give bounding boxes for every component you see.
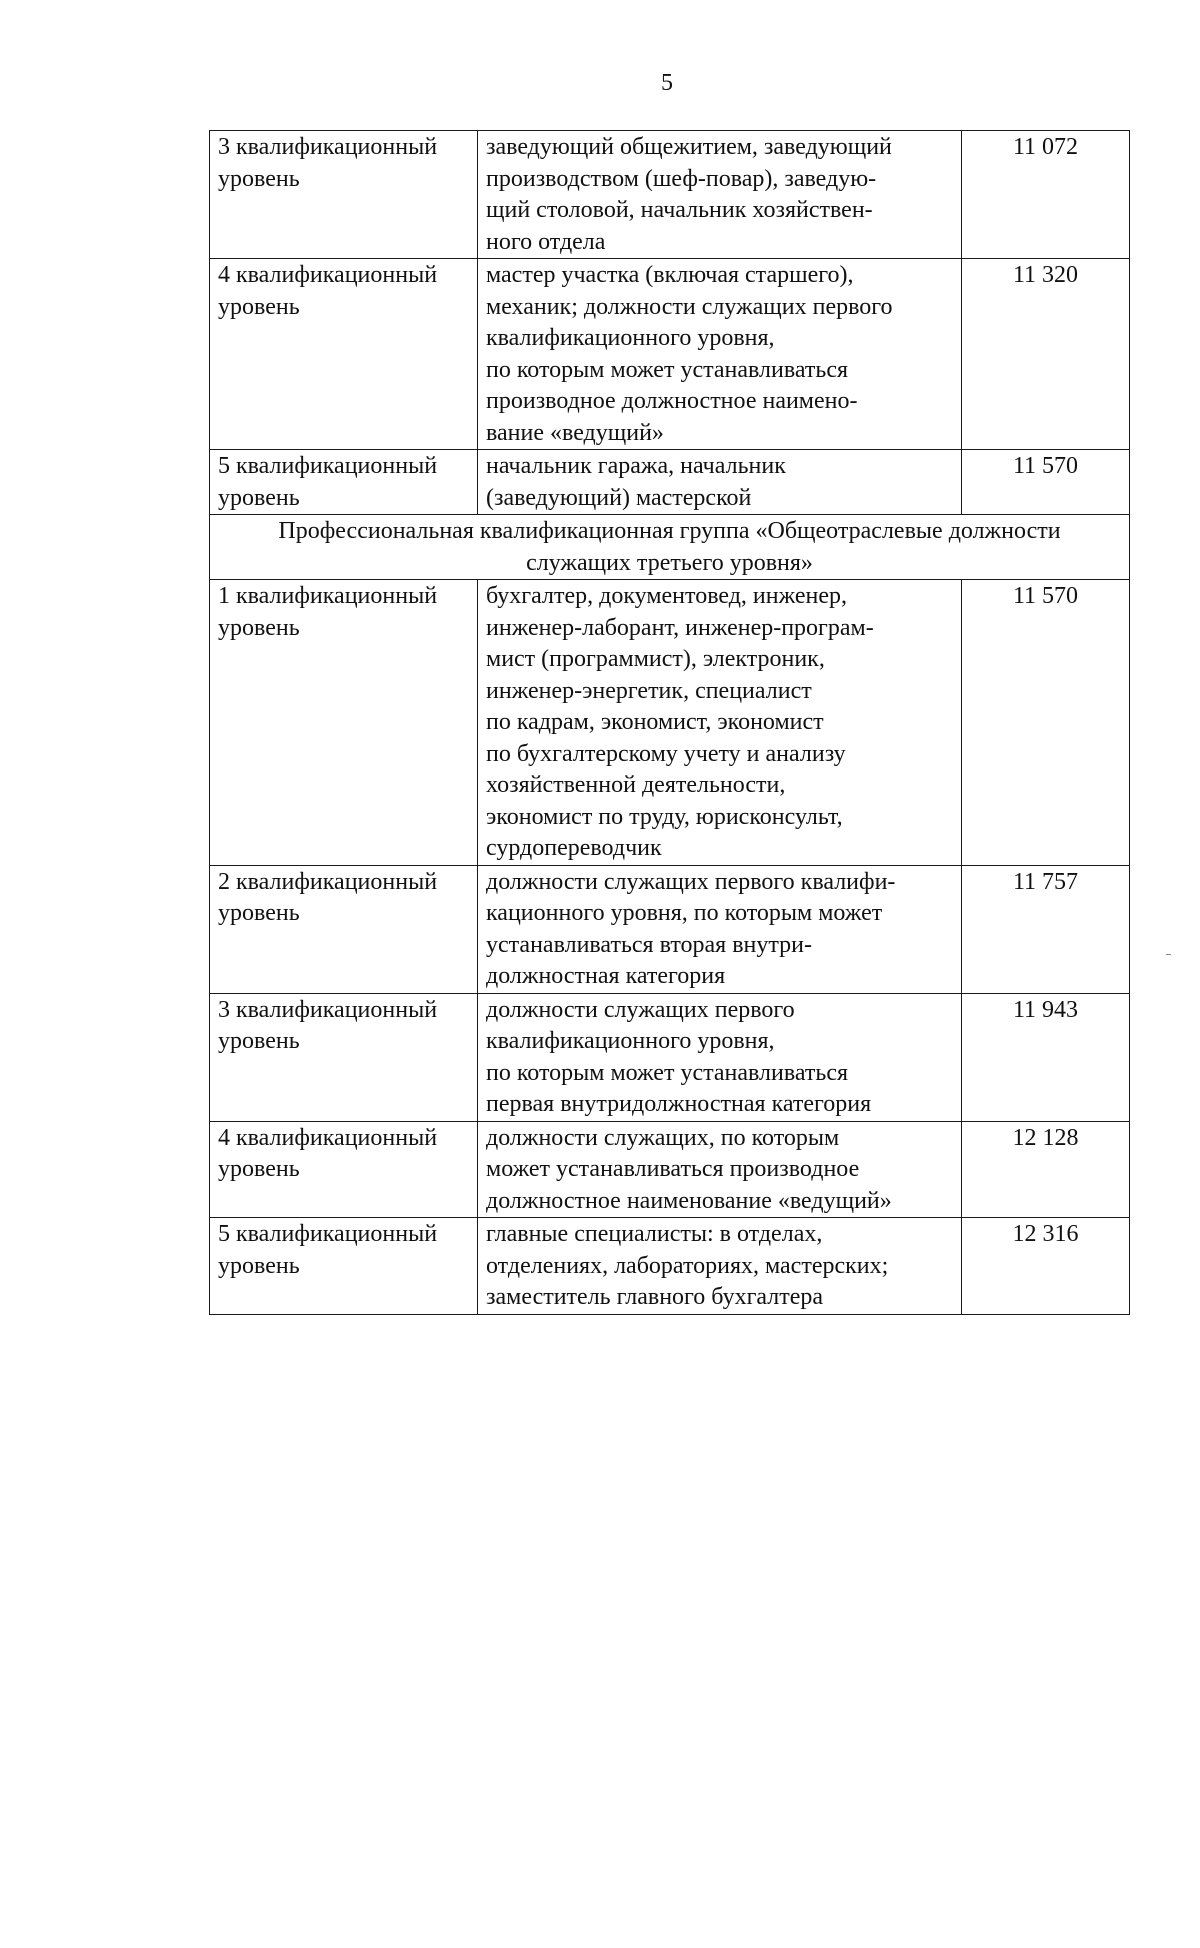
text-line: 3 квалификационный	[218, 996, 438, 1023]
positions-cell	[478, 1218, 962, 1315]
level-cell	[210, 131, 478, 259]
text-line: Профессиональная квалификационная группа «Общеотраслевые должности	[278, 518, 1061, 544]
group-heading	[210, 515, 1130, 580]
text-line: 5 квалификационный	[218, 1221, 438, 1247]
positions-cell	[478, 1121, 962, 1218]
salary-amount-cell: 12 316	[962, 1218, 1130, 1315]
text-line: по бухгалтерскому учету и анализу	[486, 740, 846, 767]
positions-cell	[478, 580, 962, 866]
text-line: устанавливаться вторая внутри-	[486, 931, 812, 958]
table-row	[210, 993, 1130, 1121]
text-line: должности служащих первого квалифи-	[486, 868, 896, 895]
text-line: 3 квалификационный	[218, 134, 438, 160]
text-line: 5 квалификационный	[218, 453, 438, 479]
positions-cell	[478, 259, 962, 450]
salary-amount-cell: 11 757	[962, 865, 1130, 993]
salary-amount-cell: 11 570	[962, 450, 1130, 515]
text-line: по которым может устанавливаться	[486, 1059, 849, 1086]
text-line: уровень	[218, 165, 300, 192]
text-line: бухгалтер, документовед, инженер,	[486, 583, 848, 609]
salary-table	[209, 130, 1130, 1315]
text-line: начальник гаража, начальник	[486, 453, 786, 479]
text-line: 2 квалификационный	[218, 868, 438, 895]
text-line: уровень	[218, 614, 300, 641]
salary-amount-cell: 11 943	[962, 993, 1130, 1121]
text-line: должностное наименование «ведущий»	[486, 1187, 892, 1214]
text-line: отделениях, лабораториях, мастерских;	[486, 1252, 889, 1279]
level-cell	[210, 865, 478, 993]
table-row	[210, 1121, 1130, 1218]
text-line: должности служащих первого	[486, 996, 795, 1023]
text-line: уровень	[218, 1028, 300, 1054]
text-line: инженер-лаборант, инженер-програм-	[486, 614, 874, 641]
text-line: должности служащих, по которым	[486, 1124, 840, 1151]
text-line: уровень	[218, 900, 300, 926]
level-cell	[210, 450, 478, 515]
text-line: заместитель главного бухгалтера	[486, 1284, 824, 1310]
text-line: по кадрам, экономист, экономист	[486, 709, 824, 735]
text-line: уровень	[218, 1156, 300, 1182]
group-heading-row	[210, 515, 1130, 580]
text-line: квалификационного уровня,	[486, 1028, 775, 1054]
text-line: инженер-энергетик, специалист	[486, 677, 812, 704]
text-line: 1 квалификационный	[218, 583, 438, 609]
scan-mark	[1166, 954, 1171, 955]
text-line: должностная категория	[486, 963, 726, 989]
page-number: 5	[661, 70, 673, 96]
text-line: по которым может устанавливаться	[486, 356, 849, 383]
text-line: может устанавливаться производное	[486, 1156, 860, 1182]
salary-amount-cell: 11 072	[962, 131, 1130, 259]
text-line: сурдопереводчик	[486, 835, 662, 861]
level-cell	[210, 259, 478, 450]
text-line: механик; должности служащих первого	[486, 293, 893, 320]
text-line: мастер участка (включая старшего),	[486, 262, 854, 288]
text-line: производное должностное наимено-	[486, 388, 858, 414]
text-line: хозяйственной деятельности,	[486, 772, 786, 798]
positions-cell	[478, 450, 962, 515]
text-line: производством (шеф-повар), заведую-	[486, 165, 877, 192]
level-cell	[210, 1218, 478, 1315]
salary-amount-cell: 12 128	[962, 1121, 1130, 1218]
text-line: кационного уровня, по которым может	[486, 900, 883, 926]
positions-cell	[478, 993, 962, 1121]
positions-cell	[478, 865, 962, 993]
table-row	[210, 131, 1130, 259]
salary-amount-cell: 11 570	[962, 580, 1130, 866]
text-line: служащих третьего уровня»	[526, 549, 813, 576]
text-line: вание «ведущий»	[486, 419, 664, 446]
text-line: заведующий общежитием, заведующий	[486, 134, 892, 160]
text-line: уровень	[218, 293, 300, 320]
text-line: (заведующий) мастерской	[486, 484, 752, 511]
table-row	[210, 450, 1130, 515]
text-line: мист (программист), электроник,	[486, 646, 825, 672]
text-line: уровень	[218, 484, 300, 511]
positions-cell	[478, 131, 962, 259]
level-cell	[210, 993, 478, 1121]
table-row	[210, 865, 1130, 993]
text-line: уровень	[218, 1252, 300, 1279]
text-line: квалификационного уровня,	[486, 325, 775, 351]
text-line: главные специалисты: в отделах,	[486, 1221, 823, 1247]
table-row	[210, 259, 1130, 450]
table-row	[210, 580, 1130, 866]
table-row	[210, 1218, 1130, 1315]
text-line: щий столовой, начальник хозяйствен-	[486, 197, 873, 223]
level-cell	[210, 580, 478, 866]
text-line: первая внутридолжностная категория	[486, 1091, 872, 1117]
text-line: 4 квалификационный	[218, 1124, 438, 1151]
text-line: экономист по труду, юрисконсульт,	[486, 803, 843, 830]
level-cell	[210, 1121, 478, 1218]
text-line: 4 квалификационный	[218, 262, 438, 288]
salary-amount-cell: 11 320	[962, 259, 1130, 450]
text-line: ного отдела	[486, 228, 606, 255]
